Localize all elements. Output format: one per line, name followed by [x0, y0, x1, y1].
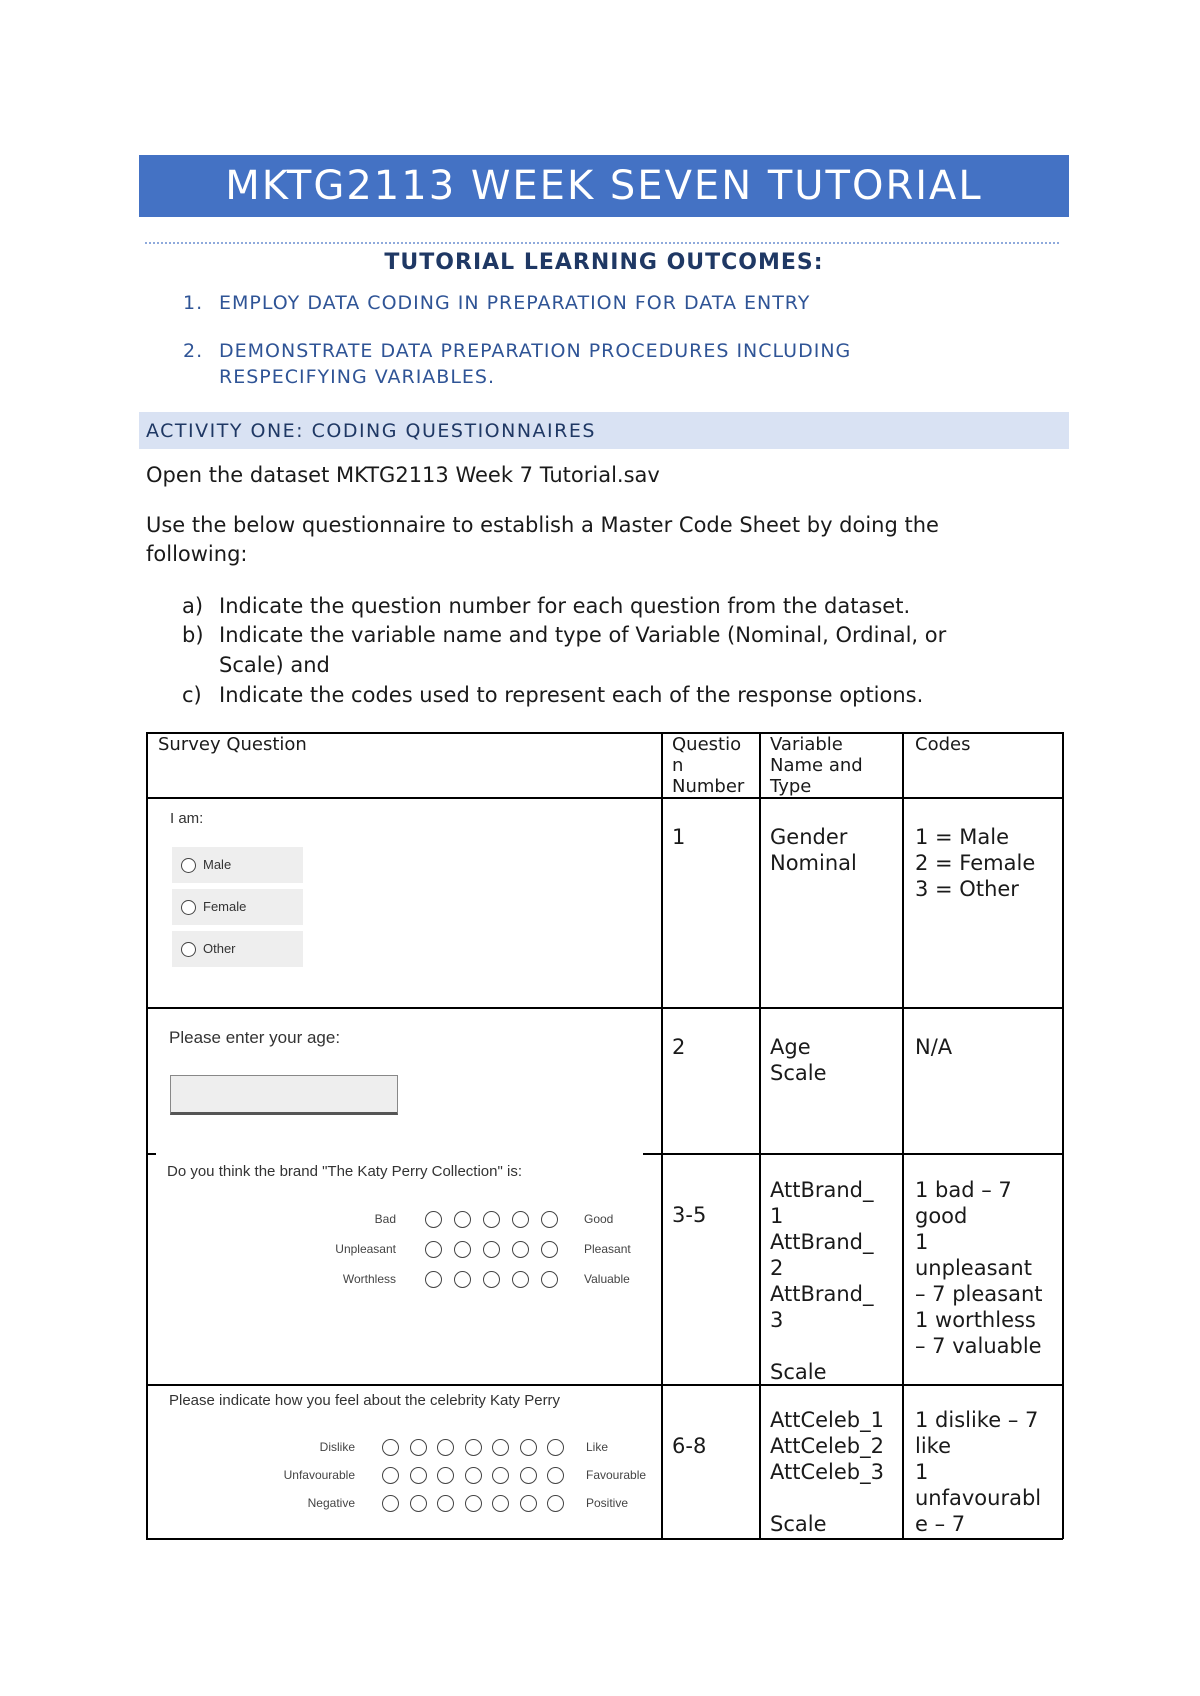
- scale-radio-icon[interactable]: [520, 1439, 537, 1456]
- table-border: [902, 732, 904, 1539]
- scale-right-anchor: Pleasant: [584, 1242, 631, 1256]
- header-survey-question: Survey Question: [158, 734, 307, 755]
- scale-radio-icon[interactable]: [410, 1467, 427, 1484]
- scale-radio-icon[interactable]: [465, 1495, 482, 1512]
- scale-radio-icon[interactable]: [512, 1211, 529, 1228]
- scale-left-anchor: Unfavourable: [283, 1468, 355, 1482]
- radio-circle-icon[interactable]: [181, 900, 196, 915]
- response-codes: 1 bad – 7 good 1 unpleasant – 7 pleasant 1 worthless – 7 valuable: [915, 1178, 1043, 1358]
- response-codes: 1 = Male 2 = Female 3 = Other: [915, 825, 1036, 901]
- table-border: [661, 732, 663, 1539]
- scale-radio-icon[interactable]: [425, 1271, 442, 1288]
- scale-radio-icon[interactable]: [382, 1467, 399, 1484]
- scale-right-anchor: Good: [584, 1212, 614, 1226]
- radio-label: Male: [203, 857, 232, 872]
- survey-prompt: Please indicate how you feel about the celebrity Katy Perry: [169, 1392, 561, 1409]
- question-number: 6-8: [672, 1434, 707, 1458]
- scale-radio-icon[interactable]: [547, 1467, 564, 1484]
- table-border: [1062, 732, 1064, 1539]
- table-border: [146, 797, 1063, 799]
- scale-left-anchor: Bad: [374, 1212, 396, 1226]
- scale-radio-icon[interactable]: [483, 1271, 500, 1288]
- outcome-number: 1.: [183, 292, 204, 314]
- radio-label: Other: [203, 941, 236, 956]
- scale-left-anchor: Unpleasant: [335, 1242, 396, 1256]
- scale-right-anchor: Like: [586, 1440, 609, 1454]
- scale-radio-icon[interactable]: [454, 1211, 471, 1228]
- scale-radio-icon[interactable]: [465, 1439, 482, 1456]
- instruction-paragraph: Open the dataset MKTG2113 Week 7 Tutorial.sav: [146, 463, 660, 487]
- scale-radio-icon[interactable]: [492, 1467, 509, 1484]
- header-question-number: Questio n Number: [672, 734, 745, 797]
- table-border: [146, 732, 148, 1539]
- scale-left-anchor: Negative: [307, 1496, 355, 1510]
- scale-radio-icon[interactable]: [437, 1495, 454, 1512]
- scale-radio-icon[interactable]: [492, 1495, 509, 1512]
- scale-radio-icon[interactable]: [512, 1271, 529, 1288]
- outcome-text: DEMONSTRATE DATA PREPARATION PROCEDURES INCLUDING RESPECIFYING VARIABLES.: [219, 340, 852, 388]
- question-number: 1: [672, 825, 686, 849]
- list-text: Indicate the codes used to represent each of the response options.: [219, 683, 924, 707]
- survey-prompt: Do you think the brand "The Katy Perry Collection" is:: [167, 1163, 522, 1180]
- table-border: [759, 732, 761, 1539]
- table-border: [146, 1007, 1063, 1009]
- table-border: [643, 1153, 1063, 1155]
- radio-option-female[interactable]: [172, 889, 303, 925]
- radio-option-male[interactable]: [172, 847, 303, 883]
- activity-heading: ACTIVITY ONE: CODING QUESTIONNAIRES: [139, 412, 1069, 449]
- list-text: Indicate the variable name and type of Variable (Nominal, Ordinal, or Scale) and: [219, 623, 947, 677]
- scale-radio-icon[interactable]: [541, 1241, 558, 1258]
- scale-radio-icon[interactable]: [520, 1495, 537, 1512]
- radio-option-other[interactable]: [172, 931, 303, 967]
- scale-radio-icon[interactable]: [541, 1271, 558, 1288]
- response-codes: 1 dislike – 7 like 1 unfavourabl e – 7: [915, 1408, 1042, 1536]
- scale-radio-icon[interactable]: [483, 1211, 500, 1228]
- scale-radio-icon[interactable]: [547, 1439, 564, 1456]
- scale-radio-icon[interactable]: [425, 1211, 442, 1228]
- scale-radio-icon[interactable]: [547, 1495, 564, 1512]
- survey-prompt: Please enter your age:: [169, 1028, 341, 1047]
- scale-radio-icon[interactable]: [410, 1439, 427, 1456]
- table-border: [146, 1384, 1063, 1386]
- age-input[interactable]: [170, 1075, 398, 1115]
- scale-radio-icon[interactable]: [454, 1271, 471, 1288]
- dotted-divider: [145, 242, 1059, 244]
- scale-radio-icon[interactable]: [437, 1467, 454, 1484]
- outcome-text: EMPLOY DATA CODING IN PREPARATION FOR DATA ENTRY: [219, 292, 811, 314]
- radio-circle-icon[interactable]: [181, 942, 196, 957]
- instruction-paragraph: Use the below questionnaire to establish a Master Code Sheet by doing the following:: [146, 513, 939, 566]
- header-codes: Codes: [915, 734, 971, 755]
- scale-radio-icon[interactable]: [483, 1241, 500, 1258]
- scale-radio-icon[interactable]: [520, 1467, 537, 1484]
- scale-radio-icon[interactable]: [465, 1467, 482, 1484]
- outcome-number: 2.: [183, 340, 204, 362]
- scale-right-anchor: Positive: [586, 1496, 629, 1510]
- scale-radio-icon[interactable]: [425, 1241, 442, 1258]
- radio-label: Female: [203, 899, 247, 914]
- scale-radio-icon[interactable]: [541, 1211, 558, 1228]
- list-marker: b): [182, 623, 204, 647]
- variable-name-type: AttBrand_ 1 AttBrand_ 2 AttBrand_ 3 Scale: [770, 1178, 874, 1384]
- outcomes-heading: TUTORIAL LEARNING OUTCOMES:: [384, 250, 824, 275]
- scale-left-anchor: Dislike: [319, 1440, 355, 1454]
- survey-prompt: I am:: [170, 810, 204, 827]
- list-marker: a): [182, 594, 204, 618]
- variable-name-type: Age Scale: [770, 1035, 827, 1085]
- scale-left-anchor: Worthless: [342, 1272, 396, 1286]
- variable-name-type: AttCeleb_1 AttCeleb_2 AttCeleb_3 Scale: [770, 1408, 884, 1536]
- scale-right-anchor: Valuable: [584, 1272, 630, 1286]
- list-text: Indicate the question number for each question from the dataset.: [219, 594, 911, 618]
- scale-radio-icon[interactable]: [382, 1439, 399, 1456]
- list-marker: c): [182, 683, 202, 707]
- page-title: MKTG2113 WEEK SEVEN TUTORIAL: [139, 155, 1069, 217]
- scale-radio-icon[interactable]: [410, 1495, 427, 1512]
- header-variable-name: Variable Name and Type: [770, 734, 863, 797]
- radio-circle-icon[interactable]: [181, 858, 196, 873]
- scale-radio-icon[interactable]: [512, 1241, 529, 1258]
- scale-radio-icon[interactable]: [454, 1241, 471, 1258]
- table-border: [146, 1538, 1063, 1540]
- variable-name-type: Gender Nominal: [770, 825, 857, 875]
- scale-radio-icon[interactable]: [492, 1439, 509, 1456]
- response-codes: N/A: [915, 1035, 953, 1059]
- table-border: [146, 1153, 156, 1155]
- scale-radio-icon[interactable]: [437, 1439, 454, 1456]
- scale-radio-icon[interactable]: [382, 1495, 399, 1512]
- scale-right-anchor: Favourable: [586, 1468, 647, 1482]
- question-number: 3-5: [672, 1203, 707, 1227]
- question-number: 2: [672, 1035, 686, 1059]
